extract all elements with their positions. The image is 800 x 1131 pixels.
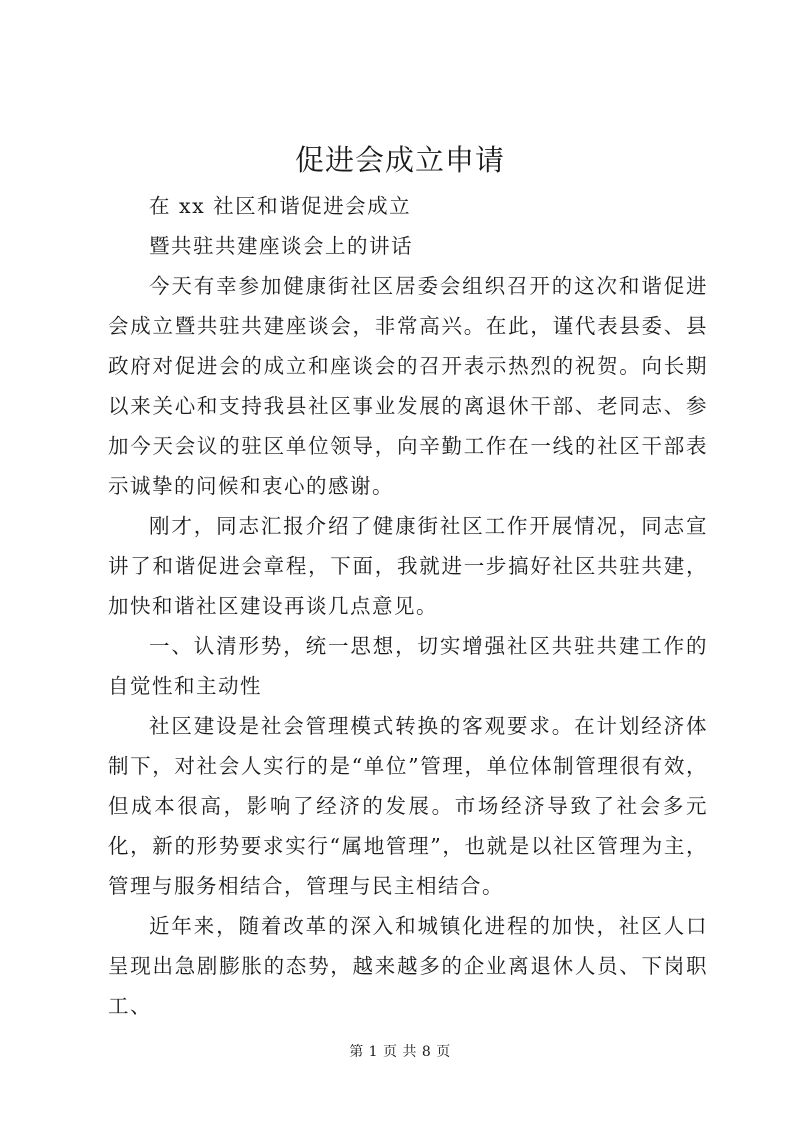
page-footer: 第 1 页 共 8 页 xyxy=(349,1044,451,1060)
document-title: 促进会成立申请 xyxy=(294,143,505,177)
paragraph: 在 xx 社区和谐促进会成立 xyxy=(149,194,412,218)
paragraph: 今天有幸参加健康街社区居委会组织召开的这次和谐促进会成立暨共驻共建座谈会，非常高兴。在此，谨代表县委、县政府对促进会的成立和座谈会的召开表示热烈的祝贺。向长期以来关心和支持我县社区事业发展的离退休干部、老同志、参加今天会议的驻区单位领导，向辛勤工作在一线的社区干部表示诚挚的问候和衷心的感谢。 xyxy=(108,274,708,498)
paragraph: 暨共驻共建座谈会上的讲话 xyxy=(149,234,413,258)
paragraph: 近年来，随着改革的深入和城镇化进程的加快，社区人口呈现出急剧膨胀的态势，越来越多的企业离退休人员、下岗职工、 xyxy=(108,914,708,1018)
paragraph: 社区建设是社会管理模式转换的客观要求。在计划经济体制下，对社会人实行的是“单位”管理，单位体制管理很有效，但成本很高，影响了经济的发展。市场经济导致了社会多元化，新的形势要求实行“属地管理”，也就是以社区管理为主，管理与服务相结合，管理与民主相结合。 xyxy=(108,714,708,898)
paragraph: 刚才，同志汇报介绍了健康街社区工作开展情况，同志宣讲了和谐促进会章程，下面，我就进一步搞好社区共驻共建，加快和谐社区建设再谈几点意见。 xyxy=(108,514,708,618)
section-heading: 一、认清形势，统一思想，切实增强社区共驻共建工作的自觉性和主动性 xyxy=(108,634,708,698)
document-body xyxy=(108,186,708,1026)
